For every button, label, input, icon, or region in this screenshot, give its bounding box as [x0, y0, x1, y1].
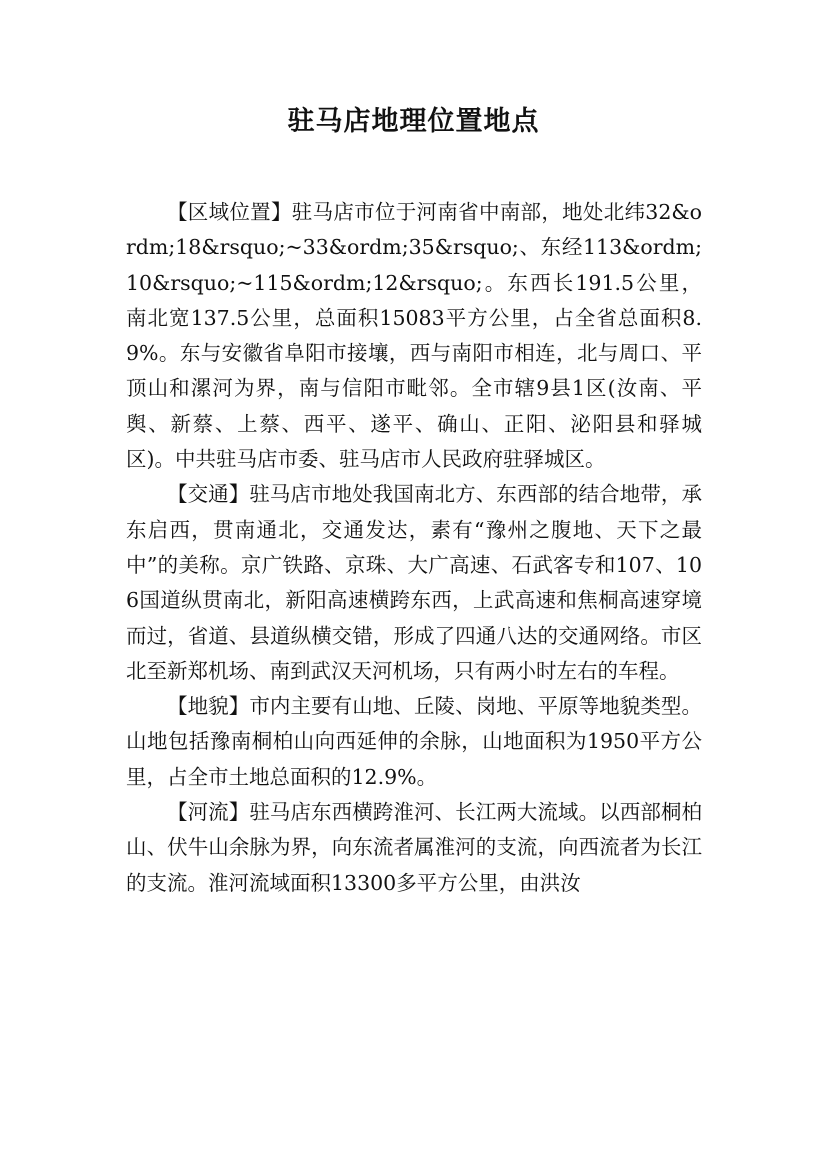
document-body [126, 195, 702, 901]
paragraph-region-location: 【区域位置】驻马店市位于河南省中南部，地处北纬32&ordm;18&rsquo;~33&ordm;35&rsquo;、东经113&ordm;10&rsquo;~115&ordm;12&rsquo;。东西长191.5公里，南北宽137.5公里，总面积15083平方公里，占全省总面积8.9%。东与安徽省阜阳市接壤，西与南阳市相连，北与周口、平顶山和漯河为界，南与信阳市毗邻。全市辖9县1区(汝南、平舆、新蔡、上蔡、西平、遂平、确山、正阳、泌阳县和驿城区)。中共驻马店市委、驻马店市人民政府驻驿城区。 [126, 200, 702, 472]
paragraph-landform: 【地貌】市内主要有山地、丘陵、岗地、平原等地貌类型。山地包括豫南桐柏山向西延伸的余脉，山地面积为1950平方公里，占全市土地总面积的12.9%。 [126, 694, 702, 789]
paragraph-rivers: 【河流】驻马店东西横跨淮河、长江两大流域。以西部桐柏山、伏牛山余脉为界，向东流者属淮河的支流，向西流者为长江的支流。淮河流域面积13300多平方公里，由洪汝 [126, 800, 702, 895]
paragraph-transportation: 【交通】驻马店市地处我国南北方、东西部的结合地带，承东启西，贯南通北，交通发达，素有“豫州之腹地、天下之最中”的美称。京广铁路、京珠、大广高速、石武客专和107、106国道纵贯南北，新阳高速横跨东西，上武高速和焦桐高速穿境而过，省道、县道纵横交错，形成了四通八达的交通网络。市区北至新郑机场、南到武汉天河机场，只有两小时左右的车程。 [126, 482, 702, 683]
document-title: 驻马店地理位置地点 [287, 106, 540, 137]
